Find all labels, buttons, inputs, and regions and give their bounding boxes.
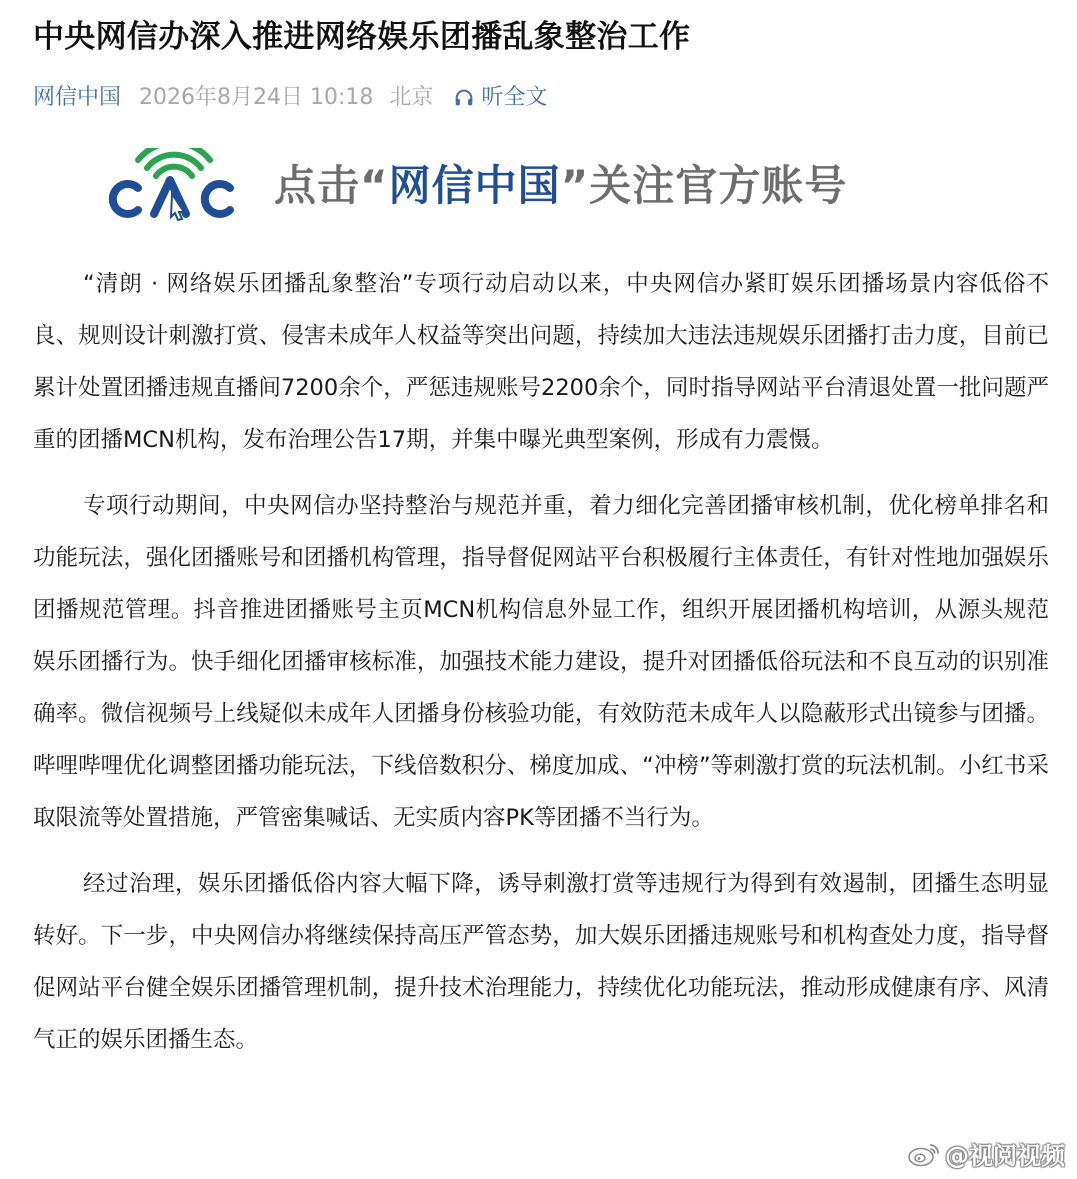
headphones-icon bbox=[453, 87, 475, 109]
listen-label: 听全文 bbox=[481, 85, 548, 110]
paragraph-1: “清朗 · 网络娱乐团播乱象整治”专项行动启动以来，中央网信办紧盯娱乐团播场景内容低俗不良、规则设计刺激打赏、侵害未成年人权益等突出问题，持续加大违法违规娱乐团播打击力度，目前已累计处置团播违规直播间7200余个，严惩违规账号2200余个，同时指导网站平台清退处置一批问题严重的团播MCN机构，发布治理公告17期，并集中曝光典型案例，形成有力震慑。 bbox=[33, 271, 1049, 453]
follow-banner[interactable] bbox=[102, 148, 922, 224]
banner-prefix: 点击“ bbox=[274, 161, 389, 210]
publish-date: 2026年8月24日 10:18 bbox=[139, 85, 374, 110]
paragraph-2: 专项行动期间，中央网信办坚持整治与规范并重，着力细化完善团播审核机制，优化榜单排名和功能玩法，强化团播账号和团播机构管理，指导督促网站平台积极履行主体责任，有针对性地加强娱乐团播规范管理。抖音推进团播账号主页MCN机构信息外显工作，组织开展团播机构培训，从源头规范娱乐团播行为。快手细化团播审核标准，加强技术能力建设，提升对团播低俗玩法和不良互动的识别准确率。微信视频号上线疑似未成年人团播身份核验功能，有效防范未成年人以隐蔽形式出镜参与团播。哔哩哔哩优化调整团播功能玩法，下线倍数积分、梯度加成、“冲榜”等刺激打赏的玩法机制。小红书采取限流等处置措施，严管密集喊话、无实质内容PK等团播不当行为。 bbox=[33, 493, 1049, 831]
source-link[interactable]: 网信中国 bbox=[33, 85, 122, 110]
watermark-text: @视阅视频 bbox=[945, 1142, 1065, 1170]
article-meta bbox=[33, 82, 1049, 114]
banner-text bbox=[274, 148, 847, 224]
weibo-icon bbox=[907, 1141, 941, 1167]
banner-suffix: ”关注官方账号 bbox=[560, 161, 848, 210]
publish-location: 北京 bbox=[389, 85, 434, 110]
paragraph-3: 经过治理，娱乐团播低俗内容大幅下降，诱导刺激打赏等违规行为得到有效遏制，团播生态明显转好。下一步，中央网信办将继续保持高压严管态势，加大娱乐团播违规账号和机构查处力度，指导督促网站平台健全娱乐团播管理机制，提升技术治理能力，持续优化功能玩法，推动形成健康有序、风清气正的娱乐团播生态。 bbox=[33, 871, 1049, 1053]
article-title: 中央网信办深入推进网络娱乐团播乱象整治工作 bbox=[33, 19, 691, 55]
article bbox=[33, 0, 1049, 114]
listen-button[interactable] bbox=[453, 82, 547, 114]
cac-logo bbox=[102, 148, 238, 224]
watermark bbox=[907, 1136, 1065, 1171]
article-body bbox=[33, 258, 1049, 1080]
banner-highlight: 网信中国 bbox=[388, 161, 561, 210]
